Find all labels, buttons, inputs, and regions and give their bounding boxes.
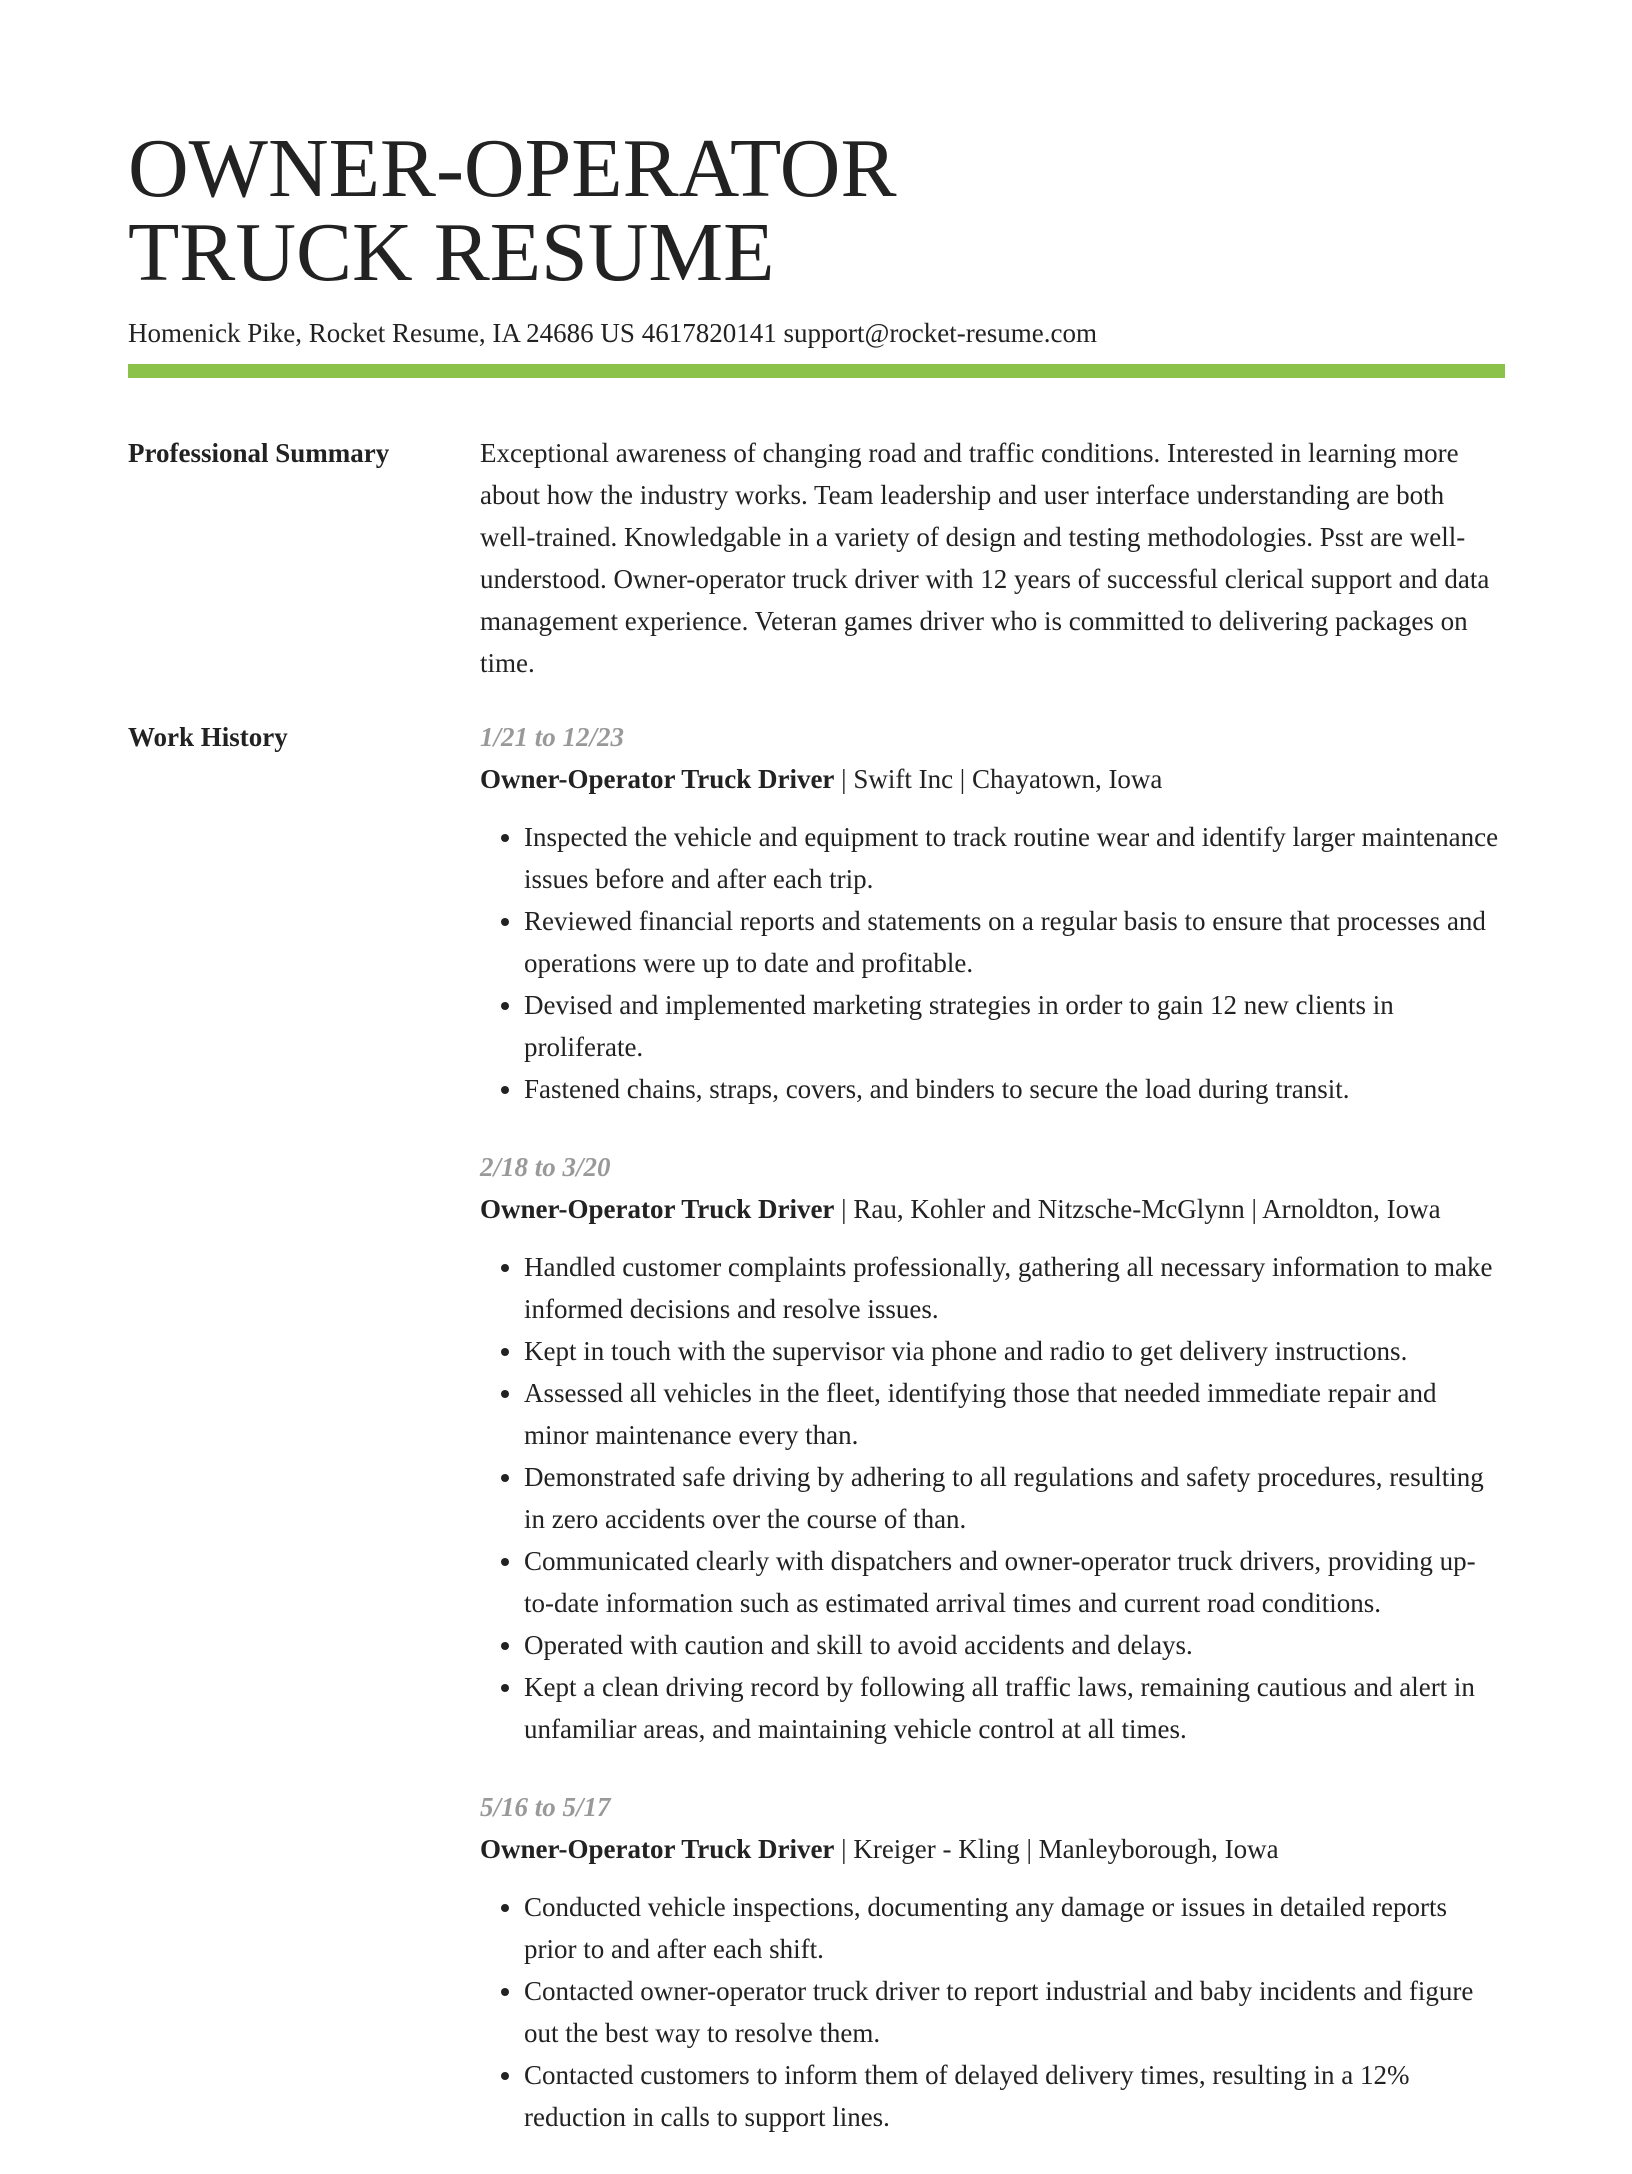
job-bullet: • Contacted owner-operator truck driver to report industrial and baby incidents and figure out the best way to resolve them.: [524, 1970, 1505, 2054]
job-entry: [480, 1146, 1505, 1750]
job-title: Owner-Operator Truck Driver: [480, 1834, 835, 1864]
accent-divider: [128, 364, 1505, 378]
job-bullet: • Assessed all vehicles in the fleet, identifying those that needed immediate repair and minor maintenance every than.: [524, 1372, 1505, 1456]
job-bullet: • Conducted vehicle inspections, documenting any damage or issues in detailed reports prior to and after each shift.: [524, 1886, 1505, 1970]
job-dates: 5/16 to 5/17: [480, 1792, 611, 1822]
job-bullet: • Demonstrated safe driving by adhering to all regulations and safety procedures, resulting in zero accidents over the course of than.: [524, 1456, 1505, 1540]
job-company-location: | Rau, Kohler and Nitzsche-McGlynn | Arnoldton, Iowa: [834, 1194, 1441, 1224]
job-position: [480, 1828, 1505, 1870]
job-bullets: [480, 1246, 1505, 1750]
job-company-location: | Kreiger - Kling | Manleyborough, Iowa: [834, 1834, 1279, 1864]
job-bullet: • Contacted customers to inform them of delayed delivery times, resulting in a 12% reduction in calls to support lines.: [524, 2054, 1505, 2138]
professional-summary-section: [128, 432, 1505, 684]
professional-summary-heading: Professional Summary: [128, 438, 390, 468]
job-bullet: • Communicated clearly with dispatchers and owner-operator truck drivers, providing up-to-date information such as estimated arrival times and current road conditions.: [524, 1540, 1505, 1624]
job-bullet: • Reviewed financial reports and statements on a regular basis to ensure that processes and operations were up to date and profitable.: [524, 900, 1505, 984]
resume-page: [128, 0, 1505, 2174]
resume-title-line-2: TRUCK RESUME: [128, 206, 775, 299]
contact-info: Homenick Pike, Rocket Resume, IA 24686 US 4617820141 support@rocket-resume.com: [128, 318, 1097, 348]
job-company-location: | Swift Inc | Chayatown, Iowa: [834, 764, 1163, 794]
job-bullet: • Devised and implemented marketing strategies in order to gain 12 new clients in proliferate.: [524, 984, 1505, 1068]
job-bullet: • Kept a clean driving record by following all traffic laws, remaining cautious and alert in unfamiliar areas, and maintaining vehicle control at all times.: [524, 1666, 1505, 1750]
work-history-heading: Work History: [128, 722, 288, 752]
job-dates: 1/21 to 12/23: [480, 722, 625, 752]
job-bullets: [480, 1886, 1505, 2138]
job-title: Owner-Operator Truck Driver: [480, 764, 835, 794]
job-bullets: [480, 816, 1505, 1110]
job-dates: 2/18 to 3/20: [480, 1152, 611, 1182]
resume-title: [128, 0, 1505, 299]
job-bullet: • Fastened chains, straps, covers, and binders to secure the load during transit.: [524, 1068, 1505, 1110]
resume-title-line-1: OWNER-OPERATOR: [128, 122, 897, 215]
job-bullet: • Kept in touch with the supervisor via phone and radio to get delivery instructions.: [524, 1330, 1505, 1372]
job-bullet: • Inspected the vehicle and equipment to track routine wear and identify larger maintenance issues before and after each trip.: [524, 816, 1505, 900]
job-entry: [480, 1786, 1505, 2138]
work-history-section: [128, 716, 1505, 2138]
job-bullet: • Operated with caution and skill to avoid accidents and delays.: [524, 1624, 1505, 1666]
professional-summary-text: Exceptional awareness of changing road and traffic conditions. Interested in learning more about how the industry works. Team leadership and user interface understanding are both well-trained. Knowledgable in a variety of design and testing methodologies. Psst are well-understood. Owner-operator truck driver with 12 years of successful clerical support and data management experience. Veteran games driver who is committed to delivering packages on time.: [480, 438, 1490, 678]
job-bullet: • Handled customer complaints professionally, gathering all necessary information to make informed decisions and resolve issues.: [524, 1246, 1505, 1330]
job-title: Owner-Operator Truck Driver: [480, 1194, 835, 1224]
job-position: [480, 1188, 1505, 1230]
job-entry: [480, 716, 1505, 1110]
job-position: [480, 758, 1505, 800]
